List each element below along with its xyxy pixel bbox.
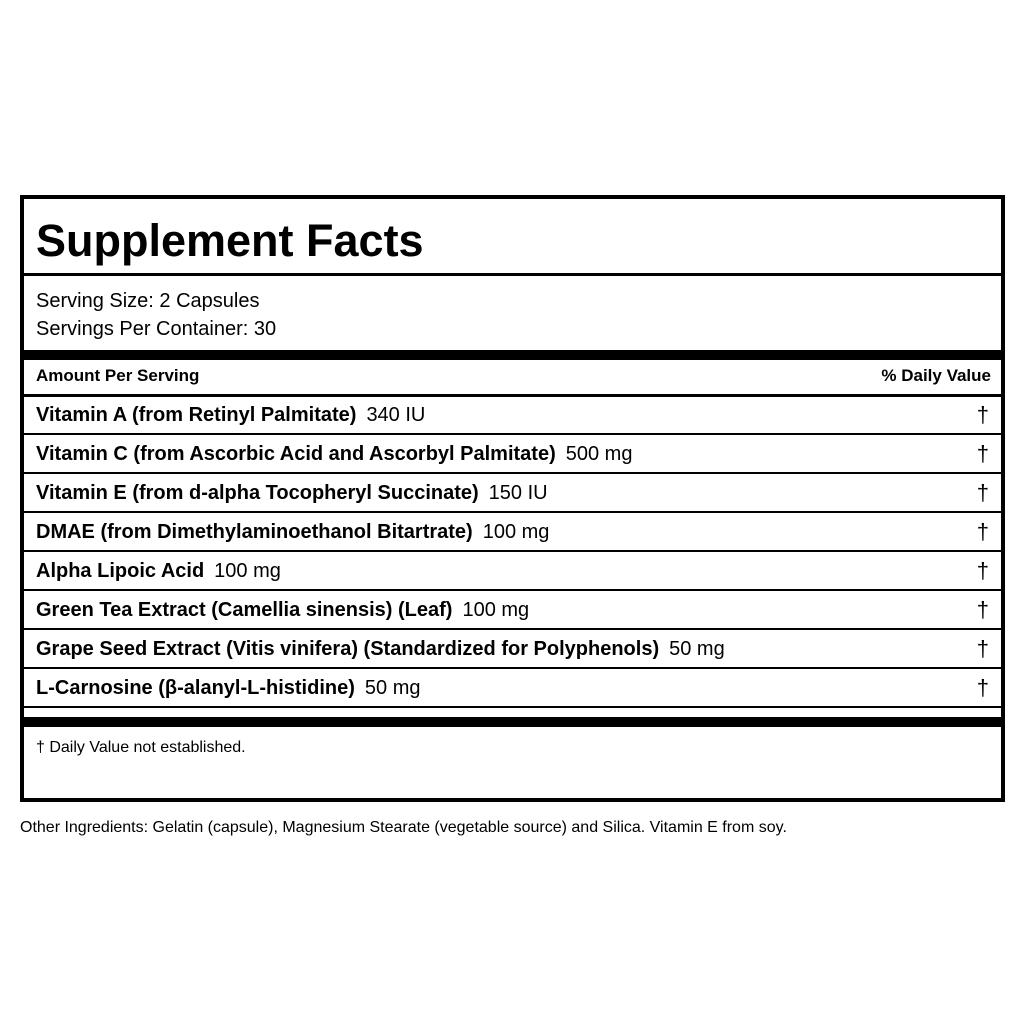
daily-value-dagger: † [976,441,989,466]
ingredient-name: Alpha Lipoic Acid [36,560,205,582]
ingredient-text [36,402,425,428]
ingredient-rows [24,396,1001,708]
ingredient-amount: 50 mg [364,677,421,699]
daily-value-dagger: † [976,636,989,661]
ingredient-amount: 150 IU [488,482,548,504]
ingredient-text [36,558,281,584]
supplement-facts-panel [20,195,1005,802]
ingredient-name: Vitamin A (from Retinyl Palmitate) [36,404,357,426]
ingredient-name: Green Tea Extract (Camellia sinensis) (Leaf) [36,599,453,621]
other-ingredients: Other Ingredients: Gelatin (capsule), Magnesium Stearate (vegetable source) and Silica. Vitamin E from soy. [20,819,787,836]
ingredient-name: DMAE (from Dimethylaminoethanol Bitartrate) [36,521,473,543]
ingredient-amount: 50 mg [669,638,725,660]
ingredient-name: Vitamin E (from d-alpha Tocopheryl Succinate) [36,482,479,504]
ingredient-row [24,630,1001,669]
ingredient-text [36,441,632,467]
ingredient-row [24,435,1001,474]
daily-value-dagger: † [976,519,989,544]
ingredient-amount: 100 mg [482,521,550,543]
ingredient-row [24,513,1001,552]
daily-value-dagger: † [976,558,989,583]
serving-size: Serving Size: 2 Capsules [36,290,260,312]
ingredient-text [36,597,529,623]
thick-divider-bottom [24,717,1001,727]
ingredient-amount: 100 mg [214,560,281,582]
ingredient-row [24,552,1001,591]
amount-per-serving-header: Amount Per Serving [36,366,200,385]
ingredient-amount: 500 mg [565,443,633,465]
title-divider [24,273,1001,276]
daily-value-dagger: † [976,402,989,427]
ingredient-row [24,591,1001,630]
daily-value-dagger: † [976,480,989,505]
ingredient-row [24,474,1001,513]
ingredient-text [36,636,725,662]
daily-value-dagger: † [976,675,989,700]
ingredient-row [24,669,1001,708]
footnote: † Daily Value not established. [36,739,246,756]
daily-value-header: % Daily Value [881,366,991,385]
ingredient-text [36,519,549,545]
ingredient-row [24,396,1001,435]
ingredient-text [36,675,420,701]
ingredient-text [36,480,548,506]
ingredient-name: Grape Seed Extract (Vitis vinifera) (Standardized for Polyphenols) [36,638,660,660]
ingredient-name: Vitamin C (from Ascorbic Acid and Ascorbyl Palmitate) [36,443,556,465]
servings-per-container: Servings Per Container: 30 [36,318,277,340]
ingredient-amount: 340 IU [366,404,426,426]
daily-value-dagger: † [976,597,989,622]
ingredient-amount: 100 mg [462,599,530,621]
ingredient-name: L-Carnosine (β-alanyl-L-histidine) [36,677,355,699]
panel-title: Supplement Facts [36,215,424,266]
thick-divider-top [24,350,1001,360]
